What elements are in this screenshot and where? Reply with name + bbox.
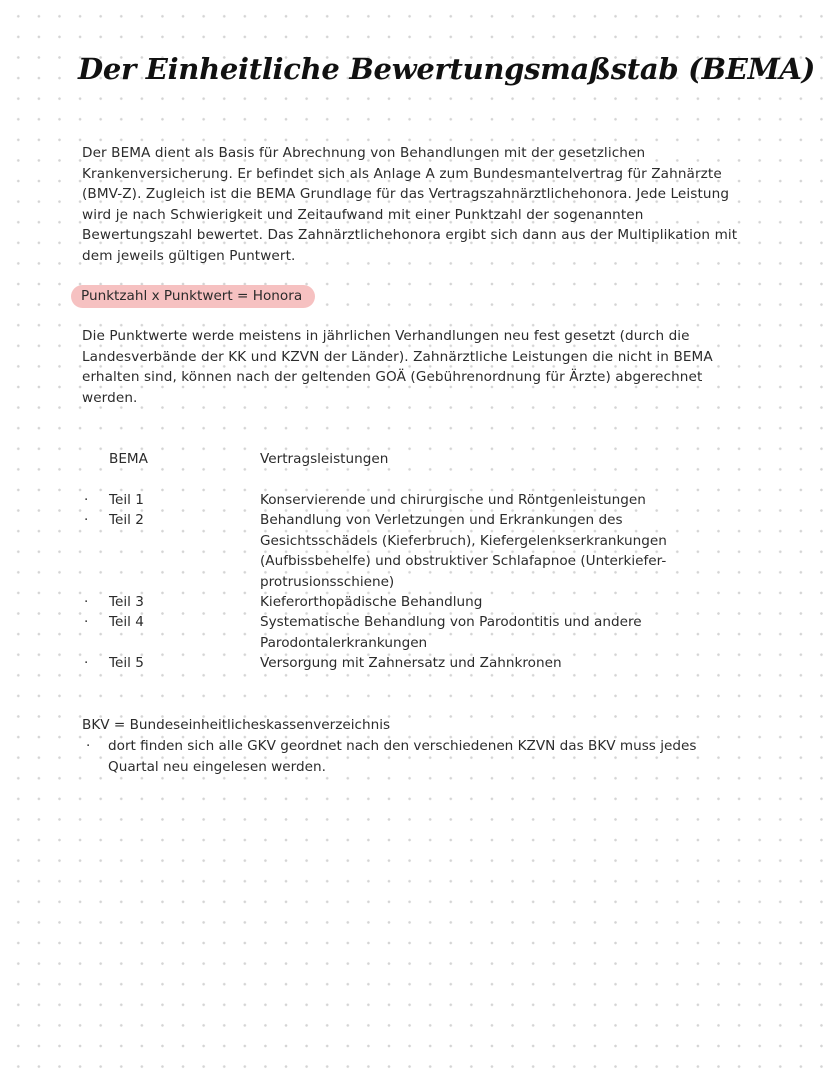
table-row-desc: Konservierende und chirurgische und Röntgenleistungen: [260, 492, 646, 508]
bullet-icon: ·: [84, 655, 89, 671]
bullet-icon: ·: [84, 594, 89, 610]
second-paragraph: Die Punktwerte werde meistens in jährlichen Verhandlungen neu fest gesetzt (durch die Landesverbände der KK und KZVN der Länder). Zahnärztliche Leistungen die nicht in BEMA erhalten sind, können nach der geltenden GOÄ (Gebührenordnung für Ärzte) abgerechnet werden.: [82, 328, 713, 406]
table-row-part: Teil 5: [109, 655, 144, 671]
table-row-part: Teil 2: [109, 512, 144, 528]
table-header-part: BEMA: [109, 451, 148, 467]
bkv-note: dort finden sich alle GKV geordnet nach den verschiedenen KZVN das BKV muss jedes Quartal neu eingelesen werden.: [108, 738, 697, 775]
table-header-desc: Vertragsleistungen: [260, 451, 389, 467]
bkv-definition: BKV = Bundeseinheitlicheskassenverzeichnis: [82, 717, 391, 733]
bullet-icon: ·: [84, 512, 89, 528]
table-row-desc: Kieferorthopädische Behandlung: [260, 594, 483, 610]
table-row-part: Teil 1: [109, 492, 144, 508]
bullet-icon: ·: [84, 614, 89, 630]
table-row-part: Teil 4: [109, 614, 144, 630]
table-row-desc: Versorgung mit Zahnersatz und Zahnkronen: [260, 655, 562, 671]
bullet-icon: ·: [86, 738, 91, 754]
formula-highlight: Punktzahl x Punktwert = Honora: [71, 285, 315, 308]
bullet-icon: ·: [84, 492, 89, 508]
intro-paragraph: Der BEMA dient als Basis für Abrechnung von Behandlungen mit der gesetzlichen Krankenversicherung. Er befindet sich als Anlage A zum Bundesmantelvertrag für Zahnärzte (BMV-Z). Zugleich ist die BEMA Grundlage für das Vertragszahnärztlichehonora. Jede Leistung wird je nach Schwierigkeit und Zeitaufwand mit einer Punktzahl der sogenannten Bewertungszahl bewertet. Das Zahnärztlichehonora ergibt sich dann aus der Multiplikation mit dem jeweils gültigen Puntwert.: [82, 145, 738, 264]
table-row-desc: Behandlung von Verletzungen und Erkrankungen des Gesichtsschädels (Kieferbruch), Kiefergelenkserkrankungen (Aufbissbehelfe) und obstruktiver Schlafapnoe (Unterkiefer-protrusionsschiene): [260, 512, 667, 590]
table-row-part: Teil 3: [109, 594, 144, 610]
page-title: Der Einheitliche Bewertungsmaßstab (BEMA): [78, 52, 816, 86]
table-row-desc: Systematische Behandlung von Parodontitis und andere Parodontalerkrankungen: [260, 614, 642, 651]
